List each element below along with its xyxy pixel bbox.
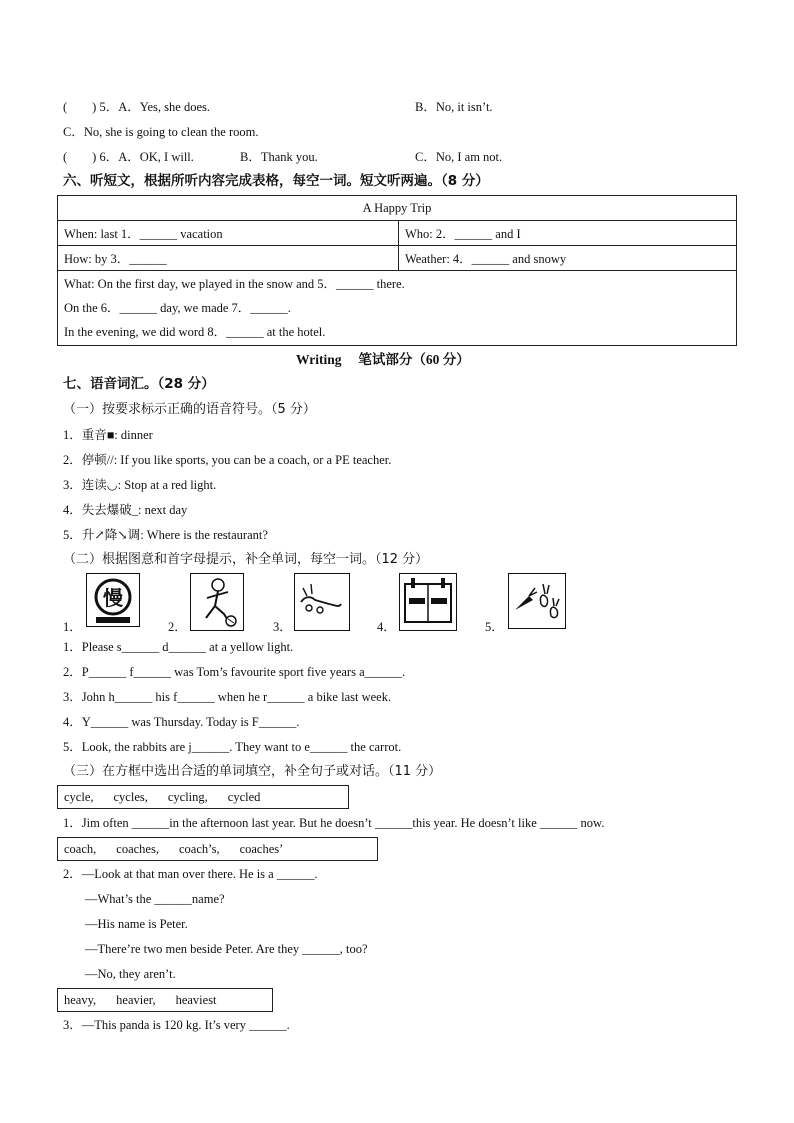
sec3-q2-line-2: —What’s the ______name? [85,892,225,906]
word-box-2-item: coaches, [116,842,159,856]
what-line-3: In the evening, we did word 8．______ at the hotel. [64,325,326,339]
hand-finger-icon [294,573,350,631]
sec3-q2-line-3: —His name is Peter. [85,917,188,931]
part6-heading: 六、听短文，根据所听内容完成表格，每空一词。短文听两遍。（8 分） [63,173,489,189]
sec3-q2-line-5: —No, they aren’t. [85,967,176,981]
word-box-1 [57,785,349,809]
pic-label-5: 5． [485,620,504,634]
slow-sign-icon [86,573,140,627]
q6-option-b: B．Thank you. [240,150,318,164]
q6-option-a: ( ) 6．A．OK, I will. [63,150,194,164]
football-player-icon [190,573,244,631]
cell-weather: Weather: 4．______ and snowy [399,246,737,271]
word-box-3-item: heaviest [175,993,217,1007]
cell-who: Who: 2．______ and I [399,221,737,246]
sec3-q2-line-4: —There’re two men beside Peter. Are they ______, too? [85,942,368,956]
pic-label-1: 1． [63,620,82,634]
cell-how: How: by 3．______ [58,246,399,271]
sec3-q3: 3．—This panda is 120 kg. It’s very ______. [63,1018,290,1032]
sec1-item-5: 5．升↗降↘调: Where is the restaurant? [63,528,268,542]
slow-sign-char: 慢 [103,586,123,610]
word-box-1-item: cycles, [113,790,148,804]
word-box-2 [57,837,378,861]
calendar-icon [399,573,457,631]
word-box-1-item: cycling, [167,790,208,804]
word-box-3 [57,988,273,1012]
what-line-2: On the 6．______ day, we made 7．______. [64,301,291,315]
sec3-title: （三）在方框中选出合适的单词填空，补全句子或对话。（11 分） [63,764,442,779]
sec3-q1: 1．Jim often ______in the afternoon last year. But he doesn’t ______this year. He doesn’t like ______ now. [63,816,605,830]
cell-what [58,271,737,346]
sec1-item-4: 4．失去爆破_: next day [63,503,188,517]
sec2-item-2: 2．P______ f______ was Tom’s favourite sport five years a______. [63,665,406,679]
part7-heading: 七、语音词汇。（28 分） [63,376,215,392]
cell-when: When: last 1．______ vacation [58,221,399,246]
q5-option-a: ( ) 5．A．Yes, she does. [63,100,210,114]
sec2-item-4: 4．Y______ was Thursday. Today is F______. [63,715,300,729]
q5-option-c: C．No, she is going to clean the room. [63,125,259,139]
word-box-2-item: coaches’ [239,842,284,856]
sec1-item-2: 2．停顿//: If you like sports, you can be a coach, or a PE teacher. [63,453,392,467]
sec1-item-3: 3．连读◡: Stop at a red light. [63,478,217,492]
pic-label-4: 4． [377,620,396,634]
happy-trip-table [57,195,737,346]
rabbits-carrot-icon [508,573,566,629]
word-box-2-item: coach, [64,842,97,856]
pic-label-2: 2． [168,620,187,634]
q5-option-b: B．No, it isn’t. [415,100,493,114]
word-box-3-item: heavy, [64,993,97,1007]
sec2-title: （二）根据图意和首字母提示，补全单词，每空一词。（12 分） [63,552,429,567]
writing-section-title: Writing 笔试部分（60 分） [296,352,470,367]
sec2-item-5: 5．Look, the rabbits are j______. They want to e______ the carrot. [63,740,402,754]
word-box-1-item: cycle, [64,790,94,804]
pic-label-3: 3． [273,620,292,634]
table-title: A Happy Trip [58,196,737,221]
word-box-3-item: heavier, [116,993,156,1007]
word-box-1-item: cycled [227,790,261,804]
q6-option-c: C．No, I am not. [415,150,503,164]
sec2-item-1: 1．Please s______ d______ at a yellow light. [63,640,294,654]
sec1-title: （一）按要求标示正确的语音符号。（5 分） [63,402,316,417]
sec1-item-1: 1．重音■: dinner [63,428,153,442]
sec2-item-3: 3．John h______ his f______ when he r______ a bike last week. [63,690,392,704]
sec3-q2-line-1: 2．—Look at that man over there. He is a ______. [63,867,318,881]
what-line-1: What: On the first day, we played in the snow and 5．______ there. [64,277,405,291]
word-box-2-item: coach’s, [178,842,220,856]
